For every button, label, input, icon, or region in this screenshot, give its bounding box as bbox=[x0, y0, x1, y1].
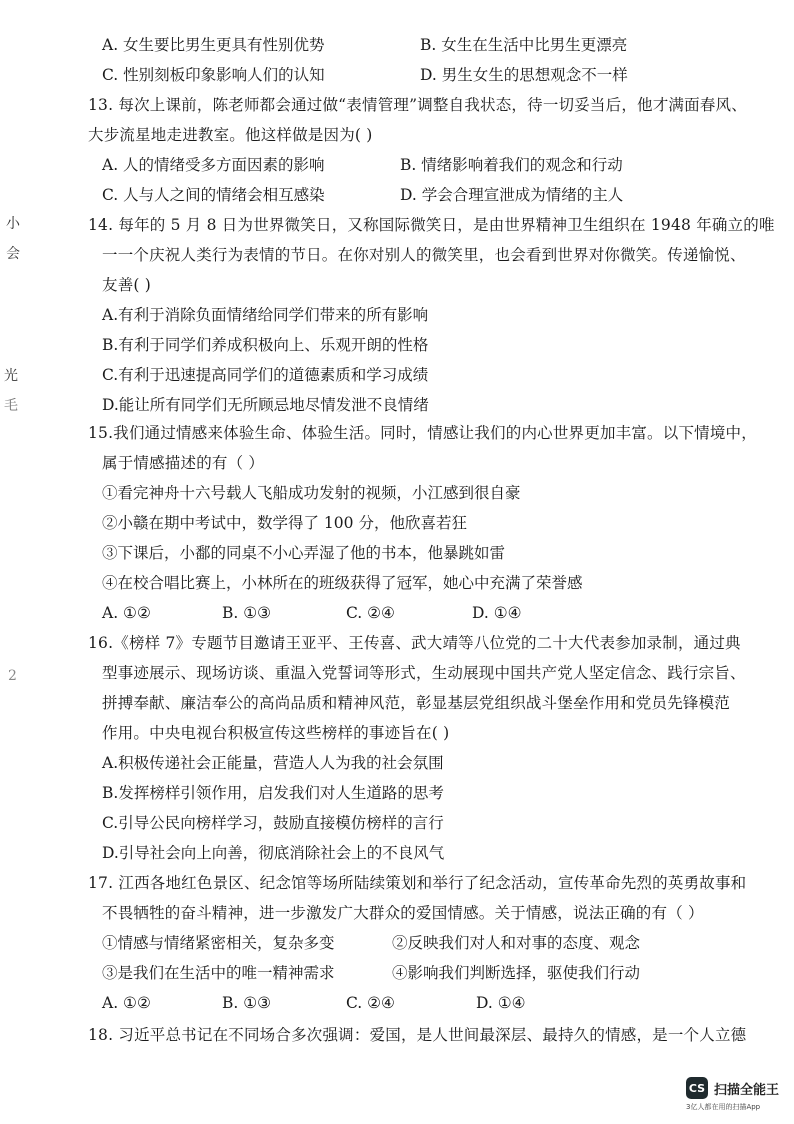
q17-stem: 17. 江西各地红色景区、纪念馆等场所陆续策划和举行了纪念活动，宣传革命先烈的英勇故事和 bbox=[88, 874, 747, 892]
q15-statement: ③下课后，小鄱的同桌不小心弄湿了他的书本，他暴跳如雷 bbox=[102, 544, 506, 562]
q17-option-a: A. ①② bbox=[102, 994, 151, 1012]
watermark-name: 扫描全能王 bbox=[714, 1082, 780, 1098]
q14-option-b: B.有利于同学们养成积极向上、乐观开朗的性格 bbox=[102, 336, 429, 354]
q17-stem: 不畏牺牲的奋斗精神，进一步激发广大群众的爱国情感。关于情感，说法正确的有（ ） bbox=[102, 904, 704, 922]
q15-statement: ④在校合唱比赛上，小林所在的班级获得了冠军，她心中充满了荣誉感 bbox=[102, 574, 583, 592]
q14-option-a: A.有利于消除负面情绪给同学们带来的所有影响 bbox=[102, 306, 429, 324]
q12-option-c: C. 性别刻板印象影响人们的认知 bbox=[102, 66, 325, 84]
q15-statement: ②小赣在期中考试中，数学得了 100 分，他欣喜若狂 bbox=[102, 514, 467, 532]
watermark-subtitle: 3亿人都在用的扫描App bbox=[686, 1103, 761, 1111]
q17-option-b: B. ①③ bbox=[222, 994, 272, 1012]
q13-stem: 大步流星地走进教室。他这样做是因为( ) bbox=[88, 126, 373, 144]
q15-stem: 属于情感描述的有（ ） bbox=[102, 454, 265, 472]
q15-stem: 15.我们通过情感来体验生命、体验生活。同时，情感让我们的内心世界更加丰富。以下情境中， bbox=[88, 424, 757, 442]
q16-option-b: B.发挥榜样引领作用，启发我们对人生道路的思考 bbox=[102, 784, 444, 802]
q16-stem: 型事迹展示、现场访谈、重温入党誓词等形式，生动展现中国共产党人坚定信念、践行宗旨、 bbox=[102, 664, 746, 682]
q15-option-d: D. ①④ bbox=[472, 604, 522, 622]
q16-stem: 拼搏奉献、廉洁奉公的高尚品质和精神风范，彰显基层党组织战斗堡垒作用和党员先锋模范 bbox=[102, 694, 731, 712]
q15-statement: ①看完神舟十六号载人飞船成功发射的视频，小江感到很自豪 bbox=[102, 484, 521, 502]
q13-option-c: C. 人与人之间的情绪会相互感染 bbox=[102, 186, 325, 204]
q16-option-c: C.引导公民向榜样学习，鼓励直接模仿榜样的言行 bbox=[102, 814, 444, 832]
q12-option-a: A. 女生要比男生更具有性别优势 bbox=[102, 36, 325, 54]
q14-stem: 一一个庆祝人类行为表情的节日。在你对别人的微笑里，也会看到世界对你微笑。传递愉悦、 bbox=[102, 246, 746, 264]
margin-char: 2 bbox=[8, 668, 17, 684]
q16-stem: 16.《榜样 7》专题节目邀请王亚平、王传喜、武大靖等八位党的二十大代表参加录制，通过典 bbox=[88, 634, 741, 652]
q16-option-d: D.引导社会向上向善，彻底消除社会上的不良风气 bbox=[102, 844, 445, 862]
scanner-watermark bbox=[686, 1077, 779, 1099]
q16-option-a: A.积极传递社会正能量，营造人人为我的社会氛围 bbox=[102, 754, 444, 772]
q14-option-c: C.有利于迅速提高同学们的道德素质和学习成绩 bbox=[102, 366, 429, 384]
q17-option-d: D. ①④ bbox=[476, 994, 526, 1012]
q17-statement: ③是我们在生活中的唯一精神需求 bbox=[102, 964, 335, 982]
margin-char: 小 bbox=[6, 216, 20, 232]
q15-option-c: C. ②④ bbox=[346, 604, 395, 622]
q17-statement: ②反映我们对人和对事的态度、观念 bbox=[392, 934, 641, 952]
q12-option-d: D. 男生女生的思想观念不一样 bbox=[420, 66, 628, 84]
q13-stem: 13. 每次上课前，陈老师都会通过做“表情管理”调整自我状态，待一切妥当后，他才满面春风、 bbox=[88, 96, 747, 114]
q14-stem: 友善( ) bbox=[102, 276, 152, 294]
q17-option-c: C. ②④ bbox=[346, 994, 395, 1012]
q15-option-a: A. ①② bbox=[102, 604, 151, 622]
q13-option-b: B. 情绪影响着我们的观念和行动 bbox=[400, 156, 623, 174]
q12-option-b: B. 女生在生活中比男生更漂亮 bbox=[420, 36, 628, 54]
margin-char: 光 bbox=[4, 368, 18, 384]
q14-stem: 14. 每年的 5 月 8 日为世界微笑日，又称国际微笑日，是由世界精神卫生组织在 1948 年确立的唯 bbox=[88, 216, 775, 234]
margin-char: 会 bbox=[6, 246, 20, 262]
camscanner-logo-icon: CS bbox=[686, 1077, 708, 1099]
q13-option-a: A. 人的情绪受多方面因素的影响 bbox=[102, 156, 325, 174]
q17-statement: ①情感与情绪紧密相关，复杂多变 bbox=[102, 934, 335, 952]
q18-stem: 18. 习近平总书记在不同场合多次强调：爱国，是人世间最深层、最持久的情感，是一个人立德 bbox=[88, 1026, 747, 1044]
q16-stem: 作用。中央电视台积极宣传这些榜样的事迹旨在( ) bbox=[102, 724, 450, 742]
q13-option-d: D. 学会合理宣泄成为情绪的主人 bbox=[400, 186, 624, 204]
q15-option-b: B. ①③ bbox=[222, 604, 272, 622]
q17-statement: ④影响我们判断选择，驱使我们行动 bbox=[392, 964, 641, 982]
q14-option-d: D.能让所有同学们无所顾忌地尽情发泄不良情绪 bbox=[102, 396, 429, 414]
margin-char: 毛 bbox=[4, 398, 18, 414]
